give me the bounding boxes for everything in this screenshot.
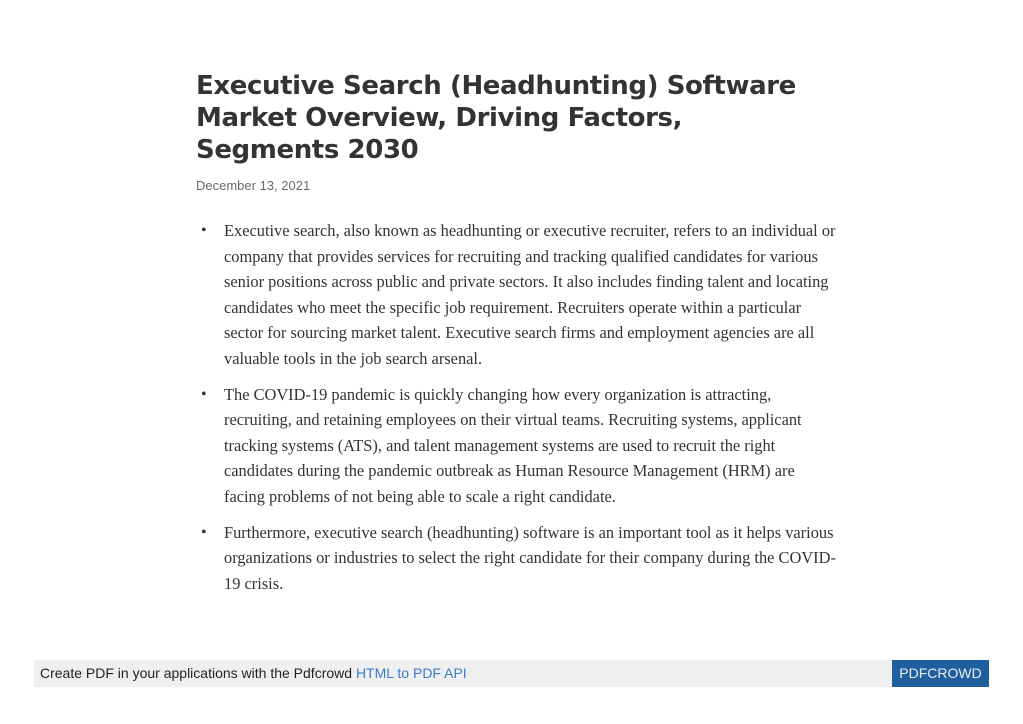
bullet-icon: • — [201, 222, 207, 239]
article-title: Executive Search (Headhunting) Software Market Overview, Driving Factors, Segments 2030 — [196, 71, 796, 165]
list-item — [196, 218, 836, 372]
bullet-list — [196, 218, 836, 606]
list-item-text: Furthermore, executive search (headhunting) software is an important tool as it helps various organizations or industries to select the right candidate for their company during the COVID- 19 crisis. — [224, 522, 836, 593]
footer-text — [40, 665, 467, 682]
pdfcrowd-button[interactable]: PDFCROWD — [892, 660, 989, 687]
list-item — [196, 382, 836, 510]
html-to-pdf-api-link[interactable]: HTML to PDF API — [355, 665, 467, 681]
list-item — [196, 520, 836, 597]
article-header — [196, 70, 832, 194]
bullet-icon: • — [201, 385, 207, 403]
list-item-text: Executive search, also known as headhunting or executive recruiter, refers to an individual or company that provides services for recruiting and tracking qualified candidates for various senior positions across public and private sectors. It also includes finding talent and locating candidates who meet the specific job requirement. Recruiters operate within a particular sector for sourcing market talent. Executive search firms and employment agencies are all valuable tools in the job search arsenal. — [224, 221, 836, 368]
article-date: December 13, 2021 — [196, 178, 311, 193]
pdfcrowd-footer — [34, 660, 989, 687]
bullet-icon: • — [201, 523, 207, 541]
footer-message: Create PDF in your applications with the Pdfcrowd — [40, 665, 356, 681]
list-item-text: The COVID-19 pandemic is quickly changing how every organization is attracting, recruiting, and retaining employees on their virtual teams. Recruiting systems, applicant tracking systems (ATS), and talent management systems are used to recruit the right candidates during the pandemic outbreak as Human Resource Management (HRM) are facing problems of not being able to scale a right candidate. — [224, 384, 802, 506]
